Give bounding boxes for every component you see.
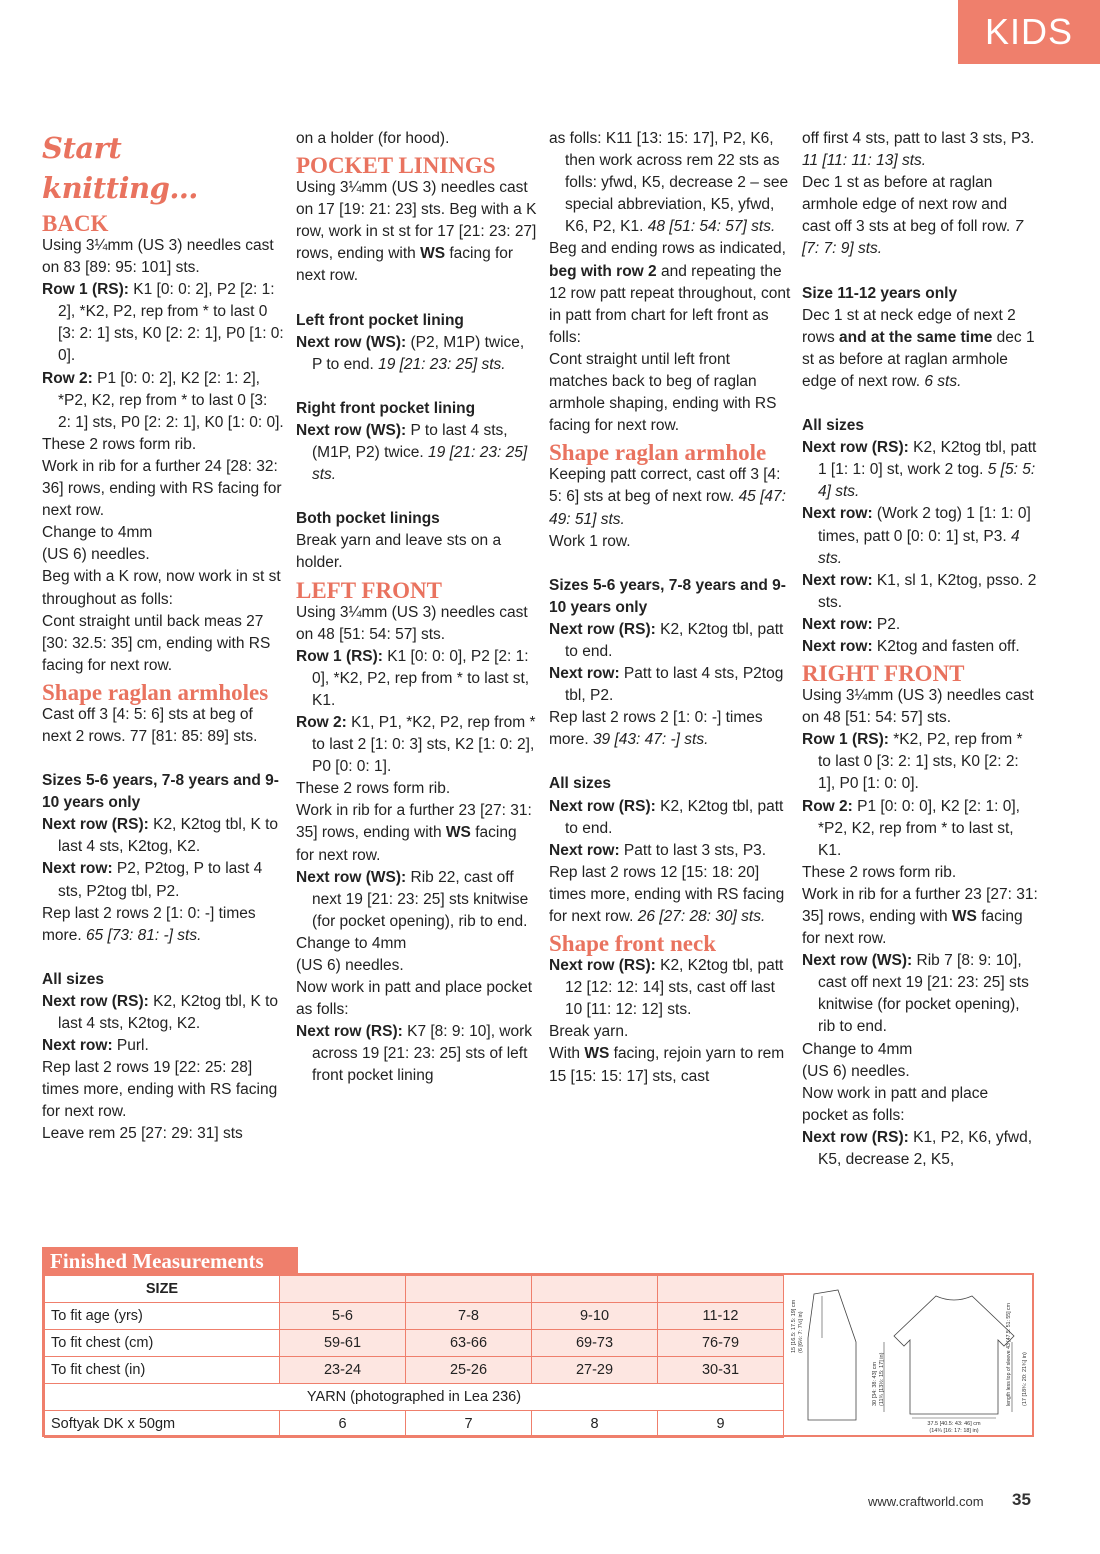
text: K7 [8: 9: 10], work across 19 [21: 23: 25] sts of left front pocket lining	[312, 1023, 533, 1085]
subheading: Sizes 5-6 years, 7-8 years and 9-10 years only	[42, 772, 279, 812]
row-label: To fit chest (in)	[45, 1357, 280, 1384]
italic-text: 6 sts.	[924, 372, 962, 390]
table-cell: 27-29	[532, 1357, 658, 1384]
paragraph	[549, 796, 791, 840]
table-cell: 59-61	[280, 1330, 406, 1357]
text: Work in rib for a further 24 [28: 32: 36] rows, ending with RS facing for next row.	[42, 457, 282, 520]
italic-text: 7 [7: 7: 9] sts.	[802, 218, 1024, 258]
text: These 2 rows form rib.	[42, 435, 197, 453]
text: Work in rib for a further 23 [27: 31: 35] rows, ending with	[296, 802, 532, 842]
paragraph	[42, 279, 284, 367]
text: facing for next row.	[296, 245, 514, 285]
text: Keeping patt correct, cast off 3 [4: 5: 6] sts at beg of next row.	[549, 466, 781, 506]
paragraph	[549, 707, 791, 751]
text: and repeating the 12 row patt repeat throughout, cont in patt from chart for left front as folls:	[549, 262, 791, 346]
italic-text: 4 sts.	[818, 527, 1020, 567]
table-row	[45, 1303, 784, 1330]
text: K2, K2tog tbl, patt to end.	[565, 797, 784, 837]
spacer	[802, 261, 1038, 283]
table-row	[45, 1411, 784, 1438]
text: Rep last 2 rows 2 [1: 0: -] times more.	[549, 709, 763, 749]
text: These 2 rows form rib.	[802, 863, 957, 881]
table-cell: 7	[406, 1411, 532, 1438]
measurements-title: Finished Measurements	[42, 1247, 298, 1275]
bold-text: WS	[951, 908, 977, 925]
subheading: Right front pocket lining	[296, 399, 476, 417]
bold-text: Next row (WS):	[296, 333, 407, 351]
bold-text: and at the same time	[839, 328, 993, 346]
table-cell: 7-8	[406, 1303, 532, 1330]
paragraph	[802, 128, 1038, 172]
text: Rep last 2 rows 2 [1: 0: -] times more.	[42, 904, 256, 944]
bold-text: Next row:	[802, 571, 873, 589]
text: Leave rem 25 [27: 29: 31] sts	[42, 1125, 243, 1143]
text: Beg and ending rows as indicated,	[549, 240, 786, 258]
text: Purl.	[112, 1037, 149, 1055]
text: Now work in patt and place pocket as folls:	[296, 979, 533, 1019]
text: Dec 1 st as before at raglan armhole edge of next row and cast off 3 sts at beg of foll row.	[802, 174, 1015, 236]
text: Using 3¼mm (US 3) needles cast on 48 [51: 54: 57] sts.	[296, 603, 528, 643]
text: Work in rib for a further 23 [27: 31: 35] rows, ending with	[802, 885, 1038, 925]
paragraph	[42, 1035, 284, 1057]
text: (US 6) needles.	[42, 546, 150, 564]
paragraph	[802, 1061, 1038, 1083]
width-in-label: (14¾ [16: 17: 18] in)	[929, 1428, 979, 1434]
table-row	[45, 1330, 784, 1357]
bold-text: Next row:	[802, 505, 873, 523]
subheading: Both pocket linings	[296, 510, 440, 528]
text: Rep last 2 rows 12 [15: 18: 20] times more, ending with RS facing for next row.	[549, 863, 785, 925]
bold-text: Next row:	[802, 637, 873, 655]
text: *K2, P2, rep from * to last 0 [3: 2: 1] sts, K0 [2: 2: 1], P0 [1: 0: 0].	[818, 731, 1023, 793]
text: dec 1 st as before at raglan armhole edge of next row.	[802, 328, 1035, 390]
body-outline	[894, 1296, 1014, 1414]
paragraph	[42, 858, 284, 902]
spacer	[549, 751, 791, 773]
table-cell: 9-10	[532, 1303, 658, 1330]
text: Rib 7 [8: 9: 10], cast off next 19 [21: 23: 25] sts knitwise (for pocket opening), rib to end.	[818, 952, 1029, 1036]
text: Cont straight until back meas 27 [30: 32.5: 35] cm, ending with RS facing for next row.	[42, 612, 271, 674]
paragraph	[296, 955, 538, 977]
text: Rib 22, cast off next 19 [21: 23: 25] sts knitwise (for pocket opening), rib to end.	[312, 868, 529, 930]
spacer	[802, 393, 1038, 415]
paragraph	[296, 332, 538, 376]
column-1	[42, 128, 284, 1146]
row-label: Softyak DK x 50gm	[45, 1411, 280, 1438]
paragraph	[296, 800, 538, 866]
paragraph	[802, 570, 1038, 614]
bold-text: WS	[584, 1045, 610, 1063]
text: (P2, M1P) twice, P to end.	[312, 333, 525, 373]
table-cell: 30-31	[658, 1357, 784, 1384]
text: on a holder (for hood).	[296, 130, 450, 147]
text: Using 3¼mm (US 3) needles cast on 83 [89: 95: 101] sts.	[42, 237, 274, 277]
paragraph	[42, 611, 284, 677]
bold-text: Next row:	[549, 841, 620, 859]
section-heading: Shape raglan armholes	[42, 679, 269, 705]
column-4	[802, 128, 1038, 1171]
italic-text: 45 [47: 49: 51] sts.	[549, 488, 786, 528]
italic-text: 39 [43: 47: -] sts.	[592, 731, 709, 749]
table-cell	[280, 1276, 406, 1303]
text: Dec 1 st at neck edge of next 2 rows	[802, 306, 1016, 346]
text: (US 6) needles.	[802, 1062, 910, 1080]
paragraph	[802, 305, 1038, 393]
paragraph	[296, 177, 538, 287]
paragraph	[296, 867, 538, 933]
subheading: All sizes	[549, 775, 612, 793]
table-cell: 63-66	[406, 1330, 532, 1357]
bold-text: beg with row 2	[549, 262, 657, 280]
sleeve-length-in-label: (17 [18¾: 20: 21¾] in)	[1022, 1352, 1028, 1406]
paragraph	[802, 1083, 1038, 1127]
row-label: To fit chest (cm)	[45, 1330, 280, 1357]
bold-text: Row 2:	[802, 797, 853, 815]
bold-text: Next row (RS):	[549, 957, 656, 975]
paragraph	[549, 349, 791, 437]
paragraph	[549, 862, 791, 928]
text: P to last 4 sts, (M1P, P2) twice.	[312, 421, 508, 462]
side-length-in-label: (11¾ [13½: 15: 17] in)	[879, 1352, 885, 1406]
text: Patt to last 3 sts, P3.	[619, 841, 767, 859]
paragraph	[296, 712, 538, 778]
bold-text: WS	[445, 824, 471, 842]
paragraph	[42, 456, 284, 522]
paragraph	[42, 434, 284, 456]
spacer	[296, 376, 538, 398]
bold-text: Next row:	[549, 665, 620, 683]
table-cell	[658, 1276, 784, 1303]
text: Now work in patt and place pocket as folls:	[802, 1084, 989, 1124]
spacer	[296, 288, 538, 310]
section-heading: BACK	[42, 211, 109, 236]
text: K1, P2, K6, yfwd, K5, decrease 2, K5,	[818, 1128, 1032, 1169]
paragraph	[802, 1039, 1038, 1061]
measurements-table	[44, 1275, 784, 1438]
paragraph	[42, 566, 284, 610]
text: facing for next row.	[296, 824, 517, 864]
sleeve-length-label: length less top of sleeve 43 [47.5: 51: 55] cm	[1006, 1303, 1012, 1406]
text: Rep last 2 rows 19 [22: 25: 28] times more, ending with RS facing for next row.	[42, 1059, 278, 1121]
paragraph	[549, 464, 791, 530]
section-heading: Shape raglan armhole	[549, 440, 767, 466]
italic-text: 5 [5: 5: 4] sts.	[818, 461, 1036, 501]
paragraph	[296, 933, 538, 955]
table-cell: 6	[280, 1411, 406, 1438]
section-heading: POCKET LININGS	[296, 153, 496, 179]
section-heading: RIGHT FRONT	[802, 661, 965, 687]
text: K2, K2tog tbl, patt to end.	[565, 620, 784, 660]
bold-text: Row 2:	[296, 713, 347, 731]
table-row	[45, 1357, 784, 1384]
paragraph	[549, 1043, 791, 1087]
bold-text: Next row (RS):	[42, 816, 149, 834]
paragraph	[296, 602, 538, 646]
paragraph	[42, 903, 284, 947]
paragraph	[549, 1021, 791, 1043]
paragraph	[802, 172, 1038, 260]
text: Cast off 3 [4: 5: 6] sts at beg of next 2 rows. 77 [81: 85: 89] sts.	[42, 705, 258, 745]
subheading: All sizes	[42, 970, 105, 988]
text: Patt to last 4 sts, P2tog tbl, P2.	[565, 665, 784, 705]
text: K2, K2tog tbl, K to last 4 sts, K2tog, K2.	[58, 816, 279, 856]
bold-text: Next row (RS):	[42, 992, 149, 1010]
paragraph	[296, 1021, 538, 1087]
paragraph	[802, 685, 1038, 729]
paragraph	[549, 955, 791, 1021]
page-number: 35	[1012, 1490, 1031, 1509]
sleeve-top-in-label: (6 [6½: 7: 7½] in)	[798, 1311, 804, 1353]
paragraph	[42, 368, 284, 434]
table-row	[45, 1384, 784, 1411]
text: Change to 4mm	[802, 1040, 913, 1058]
section-heading: LEFT FRONT	[296, 577, 442, 603]
paragraph	[296, 977, 538, 1021]
text: P2, P2tog, P to last 4 sts, P2tog tbl, P2.	[58, 860, 263, 900]
row-label: To fit age (yrs)	[45, 1303, 280, 1330]
italic-text: 19 [21: 23: 25] sts.	[312, 444, 528, 484]
text: Work 1 row.	[549, 532, 631, 550]
subheading: All sizes	[802, 417, 865, 435]
table-cell: 5-6	[280, 1303, 406, 1330]
paragraph	[802, 503, 1038, 569]
italic-text: 48 [51: 54: 57] sts.	[647, 218, 776, 236]
table-cell	[406, 1276, 532, 1303]
bold-text: Next row:	[42, 1037, 113, 1055]
text: Change to 4mm	[296, 934, 407, 952]
paragraph	[42, 1123, 284, 1145]
text: These 2 rows form rib.	[296, 780, 451, 798]
paragraph	[296, 128, 538, 150]
paragraph	[802, 950, 1038, 1038]
bold-text: Row 1 (RS):	[42, 281, 129, 299]
bold-text: WS	[420, 245, 446, 263]
text: K2, K2tog tbl, patt 1 [1: 1: 0] st, work 2 tog.	[818, 439, 1037, 479]
paragraph	[42, 1057, 284, 1123]
bold-text: Next row:	[802, 615, 873, 633]
text: Beg with a K row, now work in st st throughout as folls:	[42, 568, 281, 608]
table-cell: 11-12	[658, 1303, 784, 1330]
text: K2, K2tog tbl, patt 12 [12: 12: 14] sts, cast off last 10 [11: 12: 12] sts.	[565, 957, 784, 1019]
subheading: Left front pocket lining	[296, 311, 464, 329]
paragraph	[296, 530, 538, 574]
italic-text: 19 [21: 23: 25] sts.	[378, 355, 506, 373]
bold-text: Next row (WS):	[296, 421, 407, 439]
paragraph	[549, 663, 791, 707]
bold-text: Next row:	[42, 860, 113, 878]
subheading: Size 11-12 years only	[802, 284, 958, 302]
paragraph	[549, 531, 791, 553]
paragraph	[42, 235, 284, 279]
text: K1 [0: 0: 2], P2 [2: 1: 2], *K2, P2, rep from * to last 0 [3: 2: 1] sts, K0 [2: 2: 1], P0 [1: 0: 0].	[58, 281, 284, 365]
text: facing, rejoin yarn to rem 15 [15: 15: 17] sts, cast	[549, 1045, 785, 1085]
table-cell: 9	[658, 1411, 784, 1438]
paragraph	[802, 636, 1038, 658]
text: K2, K2tog tbl, K to last 4 sts, K2tog, K2.	[58, 992, 279, 1032]
subheading: Sizes 5-6 years, 7-8 years and 9-10 years only	[549, 576, 786, 616]
paragraph	[549, 128, 791, 238]
yarn-label: YARN (photographed in Lea 236)	[45, 1384, 784, 1411]
text: Using 3¼mm (US 3) needles cast on 17 [19: 21: 23] sts. Beg with a K row, work in st st for 17 [21: 23: 27] rows, ending with	[296, 179, 537, 263]
text: (Work 2 tog) 1 [1: 1: 0] times, patt 0 [0: 0: 1] st, P3.	[818, 505, 1031, 545]
spacer	[296, 486, 538, 508]
table-cell: 69-73	[532, 1330, 658, 1357]
paragraph	[296, 778, 538, 800]
bold-text: Next row (RS):	[802, 439, 909, 457]
spacer	[42, 748, 284, 770]
bold-text: Next row (RS):	[296, 1023, 403, 1041]
text: Break yarn and leave sts on a holder.	[296, 532, 502, 572]
paragraph	[42, 544, 284, 566]
text: facing for next row.	[802, 908, 1023, 948]
paragraph	[296, 420, 538, 486]
garment-schematic	[786, 1278, 1031, 1434]
italic-text: 65 [73: 81: -] sts.	[85, 926, 202, 944]
text: Using 3¼mm (US 3) needles cast on 48 [51: 54: 57] sts.	[802, 687, 1034, 727]
table-cell: 8	[532, 1411, 658, 1438]
table-row	[45, 1276, 784, 1303]
paragraph	[42, 704, 284, 748]
text: K1, P1, *K2, P2, rep from * to last 2 [1: 0: 3] sts, K2 [1: 0: 2], P0 [0: 0: 1].	[312, 713, 536, 776]
paragraph	[802, 729, 1038, 795]
paragraph	[802, 437, 1038, 503]
paragraph	[549, 238, 791, 348]
text: K1, sl 1, K2tog, psso. 2 sts.	[818, 571, 1037, 611]
paragraph	[549, 619, 791, 663]
text: P2.	[872, 615, 901, 633]
paragraph	[296, 646, 538, 712]
text: (US 6) needles.	[296, 957, 404, 974]
text: Break yarn.	[549, 1023, 629, 1041]
bold-text: Next row (WS):	[802, 952, 913, 970]
width-label: 37.5 [40.5: 43: 46] cm	[927, 1421, 981, 1427]
table-cell	[532, 1276, 658, 1303]
spacer	[42, 947, 284, 969]
text: K1 [0: 0: 0], P2 [2: 1: 0], *K2, P2, rep from * to last st, K1.	[312, 647, 530, 709]
paragraph	[42, 522, 284, 544]
italic-text: 11 [11: 11: 13] sts.	[802, 152, 927, 170]
paragraph	[802, 1127, 1038, 1171]
paragraph	[802, 862, 1038, 884]
side-length-label: 30 [34: 38: 43] cm	[872, 1361, 878, 1406]
bold-text: Row 1 (RS):	[802, 731, 889, 749]
bold-text: Row 1 (RS):	[296, 647, 383, 665]
paragraph	[802, 796, 1038, 862]
paragraph	[549, 840, 791, 862]
text: as folls: K11 [13: 15: 17], P2, K6, then work across rem 22 sts as folls: yfwd, K5, decrease 2 – see special abbreviation, K5, yfwd, K6, P2, K1.	[549, 130, 789, 236]
bold-text: Next row (RS):	[549, 620, 656, 638]
paragraph	[802, 884, 1038, 950]
bold-text: Row 2:	[42, 369, 93, 387]
column-3	[549, 128, 791, 1088]
column-2	[296, 128, 538, 1088]
text: With	[549, 1045, 585, 1063]
start-knitting-heading: Start knitting…	[42, 131, 198, 205]
paragraph	[802, 614, 1038, 636]
paragraph	[42, 814, 284, 858]
sleeve-top-label: 15 [16.5: 17.5: 19] cm	[791, 1299, 797, 1353]
footer-url: www.craftworld.com	[868, 1494, 984, 1509]
table-cell: 23-24	[280, 1357, 406, 1384]
size-header: SIZE	[45, 1276, 280, 1303]
section-heading: Shape front neck	[549, 931, 716, 957]
table-cell: 25-26	[406, 1357, 532, 1384]
text: P1 [0: 0: 0], K2 [2: 1: 0], *P2, K2, rep from * to last st, K1.	[818, 797, 1020, 859]
spacer	[549, 553, 791, 575]
bold-text: Next row (WS):	[296, 868, 407, 886]
text: Cont straight until left front matches back to beg of raglan armhole shaping, ending with RS facing for next row.	[549, 350, 777, 435]
italic-text: 26 [27: 28: 30] sts.	[637, 908, 766, 925]
text: P1 [0: 0: 2], K2 [2: 1: 2], *P2, K2, rep from * to last 0 [3: 2: 1] sts, P0 [2: 2: 1], K0 [1: 0: 0].	[58, 369, 284, 431]
section-tab: KIDS	[958, 0, 1100, 64]
bold-text: Next row (RS):	[549, 797, 656, 815]
paragraph	[42, 991, 284, 1035]
text: K2tog and fasten off.	[872, 637, 1020, 655]
sleeve-outline	[808, 1290, 856, 1420]
text: Change to 4mm	[42, 524, 153, 542]
table-cell: 76-79	[658, 1330, 784, 1357]
text: off first 4 sts, patt to last 3 sts, P3.	[802, 130, 1035, 147]
bold-text: Next row (RS):	[802, 1128, 909, 1146]
